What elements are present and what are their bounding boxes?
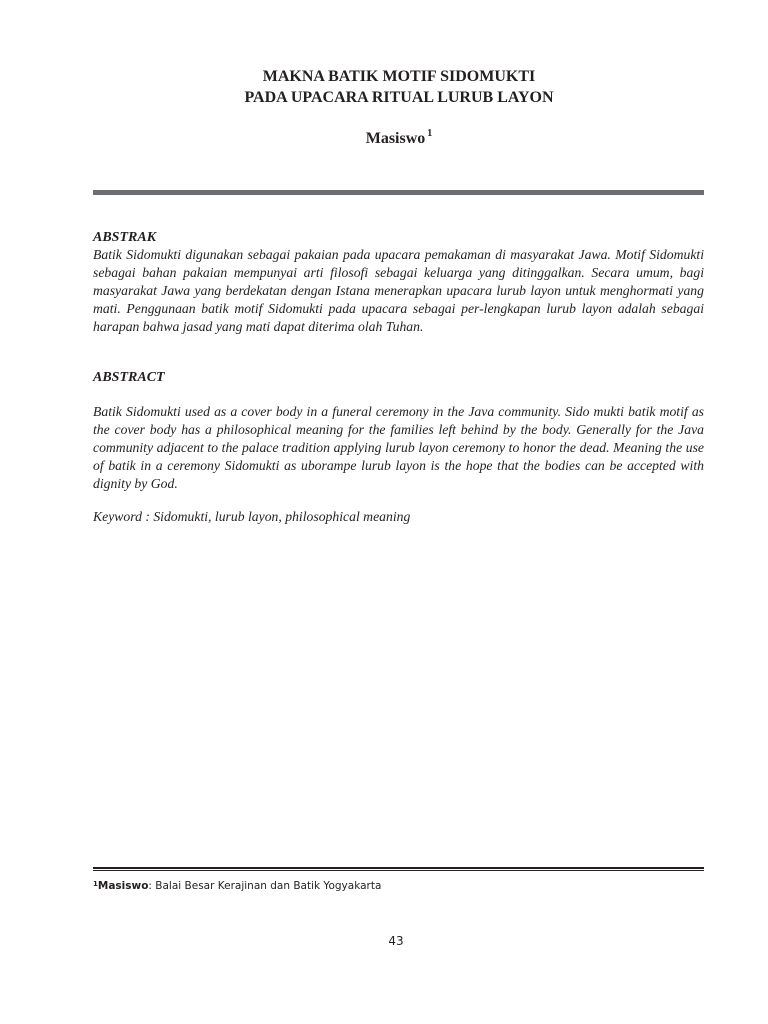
abstract-text: Batik Sidomukti used as a cover body in a funeral ceremony in the Java community. Sido mukti batik motif as the cover body has a philosophical meaning for the families left behind by the body. Generally for the Java community adjacent to the palace tradition applying lurub layon ceremony to honor the dead. Meaning the use of batik in a ceremony Sidomukti as uborampe lurub layon is the hope that the bodies can be accepted with dignity by God. bbox=[93, 404, 704, 491]
abstrak-heading: ABSTRAK bbox=[93, 230, 157, 245]
author-text: Masiswo bbox=[365, 130, 426, 147]
title-line-1: MAKNA BATIK MOTIF SIDOMUKTI bbox=[262, 68, 536, 85]
keywords: Keyword : Sidomukti, lurub layon, philosophical meaning bbox=[93, 509, 411, 524]
header-divider bbox=[93, 190, 704, 195]
footnote-divider bbox=[93, 867, 704, 871]
author-name bbox=[0, 130, 768, 148]
footnote-mark: 1 bbox=[93, 880, 98, 888]
author-footnote-mark: 1 bbox=[427, 128, 433, 139]
footnote-affiliation: : Balai Besar Kerajinan dan Batik Yogyakarta bbox=[148, 880, 382, 892]
page-number: 43 bbox=[388, 934, 404, 948]
paper-title bbox=[0, 66, 768, 108]
footnote bbox=[93, 880, 381, 892]
abstrak-text: Batik Sidomukti digunakan sebagai pakaian pada upacara pemakaman di masyarakat Jawa. Motif Sidomukti sebagai bahan pakaian mempunyai arti filosofi sebagai keluarga yang ditinggalkan. Secara umum, bagi masyarakat Jawa yang berdekatan dengan Istana menerapkan upacara lurub layon untuk menghormati yang mati. Penggunaan batik motif Sidomukti pada upacara sebagai per-lengkapan lurub layon adalah sebagai harapan bahwa jasad yang mati dapat diterima olah Tuhan. bbox=[93, 247, 704, 334]
abstract-heading: ABSTRACT bbox=[93, 370, 165, 385]
title-line-2: PADA UPACARA RITUAL LURUB LAYON bbox=[244, 89, 554, 106]
footnote-author: Masiswo bbox=[97, 880, 149, 892]
